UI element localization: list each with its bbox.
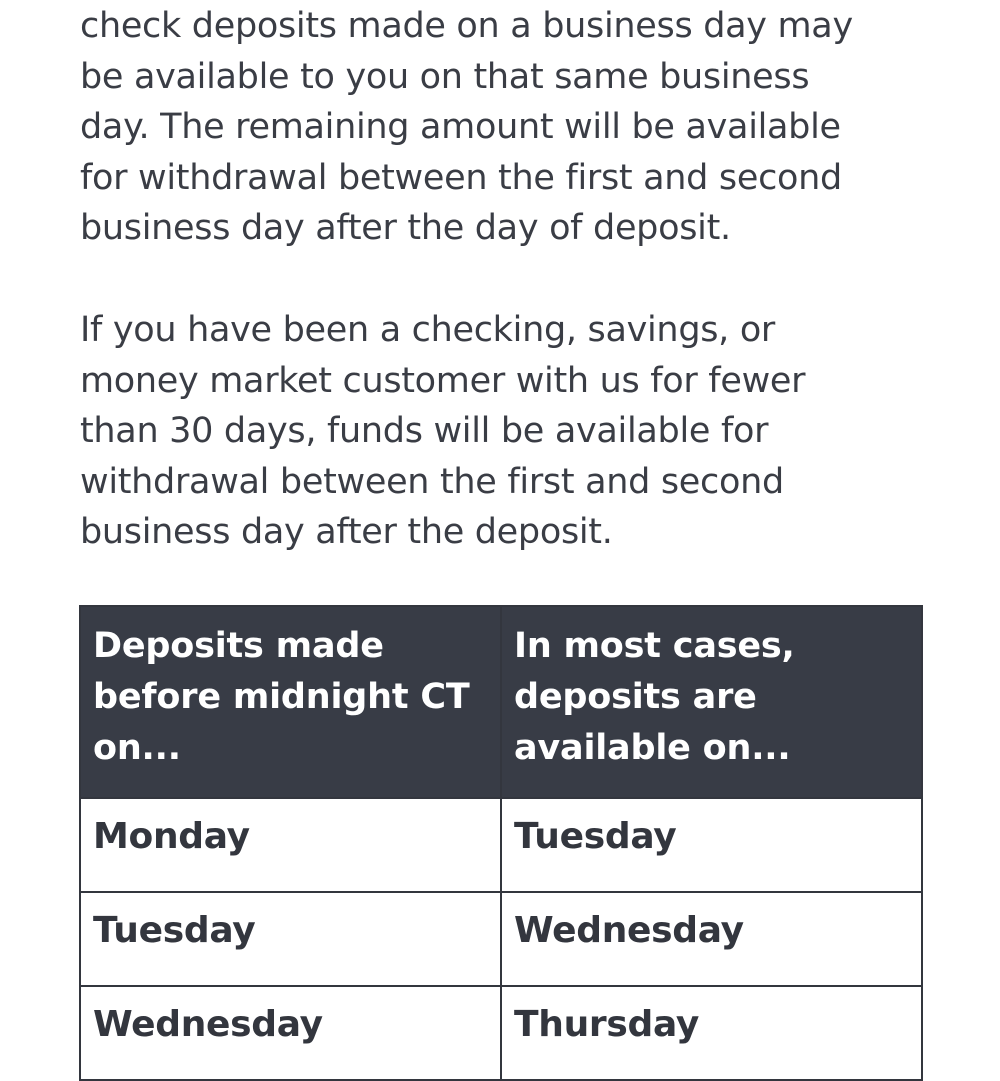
availability-paragraph [80, 1, 920, 254]
header-line: on... [93, 728, 181, 768]
paragraph-line: check deposits made on a business day may [80, 6, 853, 46]
header-line: In most cases, [514, 626, 795, 666]
header-line: before midnight CT [93, 677, 470, 717]
paragraph-line: be available to you on that same business [80, 56, 810, 97]
deposit-day-cell: Monday [80, 798, 501, 892]
available-day-cell: Wednesday [501, 892, 922, 986]
available-day-cell: Thursday [501, 986, 922, 1080]
deposit-day-cell: Tuesday [80, 892, 501, 986]
header-line: available on... [514, 728, 791, 768]
paragraph-line: business day after the deposit. [80, 512, 613, 553]
header-available-day [501, 606, 922, 798]
table-header [80, 606, 922, 798]
header-deposit-day [80, 606, 501, 798]
table-row [80, 986, 922, 1080]
available-day-cell: Tuesday [501, 798, 922, 892]
new-customer-paragraph [80, 305, 920, 558]
paragraph-line: than 30 days, funds will be available for [80, 411, 769, 452]
paragraph-line: If you have been a checking, savings, or [80, 310, 776, 350]
deposit-day-cell: Wednesday [80, 986, 501, 1080]
table-row [80, 892, 922, 986]
paragraph-line: for withdrawal between the first and second [80, 157, 842, 198]
paragraph-line: day. The remaining amount will be available [80, 107, 841, 148]
paragraph-line: money market customer with us for fewer [80, 360, 806, 401]
table-header-row [80, 606, 922, 798]
paragraph-line: business day after the day of deposit. [80, 208, 731, 249]
table-row [80, 798, 922, 892]
header-line: Deposits made [93, 626, 384, 666]
deposit-availability-table [79, 605, 923, 1081]
paragraph-line: withdrawal between the first and second [80, 461, 784, 502]
header-line: deposits are [514, 677, 757, 717]
table-body [80, 798, 922, 1080]
